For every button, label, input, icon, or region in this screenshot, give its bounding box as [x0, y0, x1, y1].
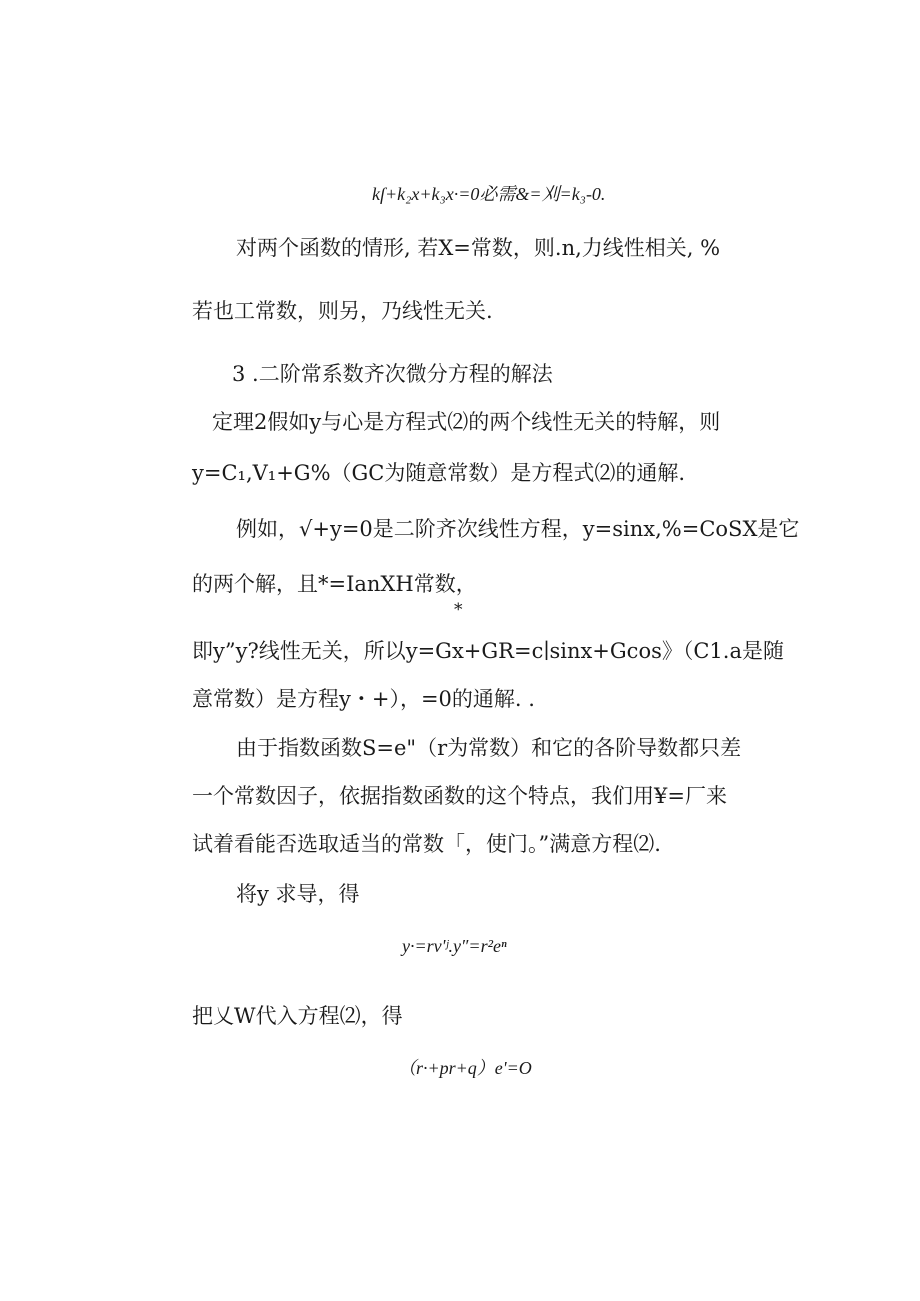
- theorem-line: y=C₁,V₁+G%（GC为随意常数）是方程式⑵的通解.: [192, 461, 686, 485]
- paragraph-line: 一个常数因子，依据指数函数的这个特点，我们用¥=厂来: [192, 784, 727, 808]
- formula-line-3: （r·+pr+q）e'=O: [398, 1058, 532, 1078]
- paragraph-line: 把乂W代入方程⑵，得: [192, 1004, 403, 1028]
- asterisk-mark: *: [454, 600, 463, 620]
- paragraph-line: 由于指数函数S=e"（r为常数）和它的各阶导数都只差: [236, 736, 742, 760]
- example-line: 例如，√+y=0是二阶齐次线性方程，y=sinx,%=CoSX是它: [236, 517, 800, 541]
- paragraph-line: 若也工常数，则另，乃线性无关.: [192, 299, 493, 323]
- section-heading: 3 .二阶常系数齐次微分方程的解法: [232, 362, 553, 386]
- theorem-line: 定理2假如y与心是方程式⑵的两个线性无关的特解，则: [212, 410, 721, 434]
- paragraph-line: 试着看能否选取适当的常数「，使门。”满意方程⑵.: [192, 832, 661, 856]
- example-line: 的两个解，且*=IanXH常数，: [192, 572, 477, 596]
- example-line: 意常数）是方程y・+），=0的通解. .: [192, 687, 535, 711]
- formula-line-1: kſ+k₂x+k₃x·=0必需&=刈=k₃-0.: [372, 184, 606, 204]
- example-line: 即y”y?线性无关，所以y=Gx+GR=c∣sinx+Gcos》（C1.a是随: [192, 639, 784, 663]
- paragraph-line: 对两个函数的情形, 若X=常数，则.n,力线性相关, %: [236, 236, 721, 260]
- formula-line-2: y·=rv'ʲ.y″=r²eⁿ: [402, 936, 507, 956]
- paragraph-line: 将y 求导，得: [236, 882, 360, 906]
